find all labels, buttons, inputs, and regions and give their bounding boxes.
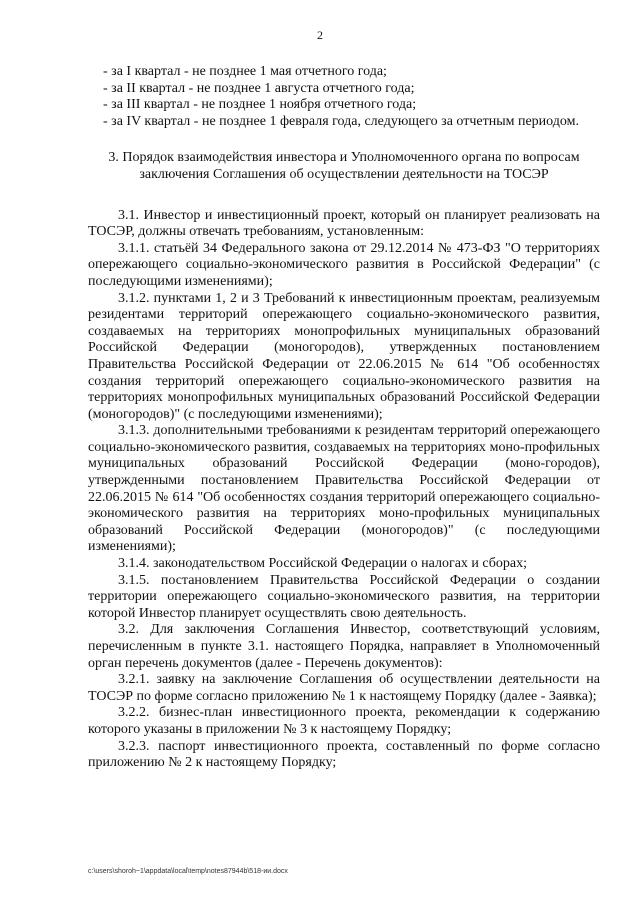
paragraph-3-1-2: 3.1.2. пунктами 1, 2 и 3 Требований к инвестиционным проектам, реализуемым резидентами территорий опережающего социально-экономического развития, создаваемых на территориях монопрофильных муниципальных образований Российской Федерации (моногородов), утвержденных постановлением Правительства Российской Федерации от 22.06.2015 № 614 "Об особенностях создания территорий опережающего социально-экономического развития на территориях монопрофильных муниципальных образований Российской Федерации (моногородов)" (с последующими изменениями);: [88, 290, 600, 422]
paragraph-3-1-5: 3.1.5. постановлением Правительства Российской Федерации о создании территории опережающего социально-экономического развития, на территории которой Инвестор планирует осуществлять свою деятельность.: [88, 572, 600, 621]
paragraph-3-2-1: 3.2.1. заявку на заключение Соглашения об осуществлении деятельности на ТОСЭР по форме согласно приложению № 1 к настоящему Порядку (далее - Заявка);: [88, 672, 600, 704]
paragraph-3-1: 3.1. Инвестор и инвестиционный проект, который он планирует реализовать на ТОСЭР, должны отвечать требованиям, установленным:: [88, 207, 600, 240]
list-item: - за I квартал - не позднее 1 мая отчетного года;: [103, 64, 387, 79]
document-body: [88, 64, 600, 772]
paragraph-3-2-2: 3.2.2. бизнес-план инвестиционного проекта, рекомендации к содержанию которого указаны в приложении № 3 к настоящему Порядку;: [88, 705, 600, 737]
page-number: 2: [317, 28, 323, 42]
paragraph-3-2-3: 3.2.3. паспорт инвестиционного проекта, составленный по форме согласно приложению № 2 к настоящему Порядку;: [88, 738, 600, 771]
paragraph-3-1-4: 3.1.4. законодательством Российской Федерации о налогах и сборах;: [118, 556, 528, 572]
deadline-list: [88, 64, 600, 130]
list-item: - за II квартал - не позднее 1 августа отчетного года;: [103, 80, 415, 96]
paragraph-3-1-1: 3.1.1. статьёй 34 Федерального закона от 29.12.2014 № 473-ФЗ "О территориях опережающего социально-экономического развития в Российской Федерации" (с последующими изменениями);: [88, 240, 600, 289]
paragraph-3-2: 3.2. Для заключения Соглашения Инвестор, соответствующий условиям, перечисленным в пункте 3.1. настоящего Порядка, направляет в Уполномоченный орган перечень документов (далее - Перечень документов):: [88, 622, 600, 671]
section-title: 3. Порядок взаимодействия инвестора и Уполномоченного органа по вопросам заключения Соглашения об осуществлении деятельности на ТОСЭР: [108, 150, 580, 182]
paragraph-3-1-3: 3.1.3. дополнительными требованиями к резидентам территорий опережающего социально-экономического развития, создаваемых на территориях моно-профильных муниципальных образований Российской Федерации (моно-городов), утвержденными постановлением Правительства Российской Федерации от 22.06.2015 № 614 "Об особенностях создания территорий опережающего социально-экономического развития на территориях моно-профильных муниципальных образований Российской Федерации (моногородов)" (с последующими изменениями);: [88, 423, 600, 555]
list-item: - за III квартал - не позднее 1 ноября отчетного года;: [103, 97, 417, 113]
footer-file-path: c:\users\shoroh~1\appdata\local\temp\notes87944b\518-ии.docx: [88, 868, 288, 875]
list-item: - за IV квартал - не позднее 1 февраля года, следующего за отчетным периодом.: [103, 113, 579, 129]
